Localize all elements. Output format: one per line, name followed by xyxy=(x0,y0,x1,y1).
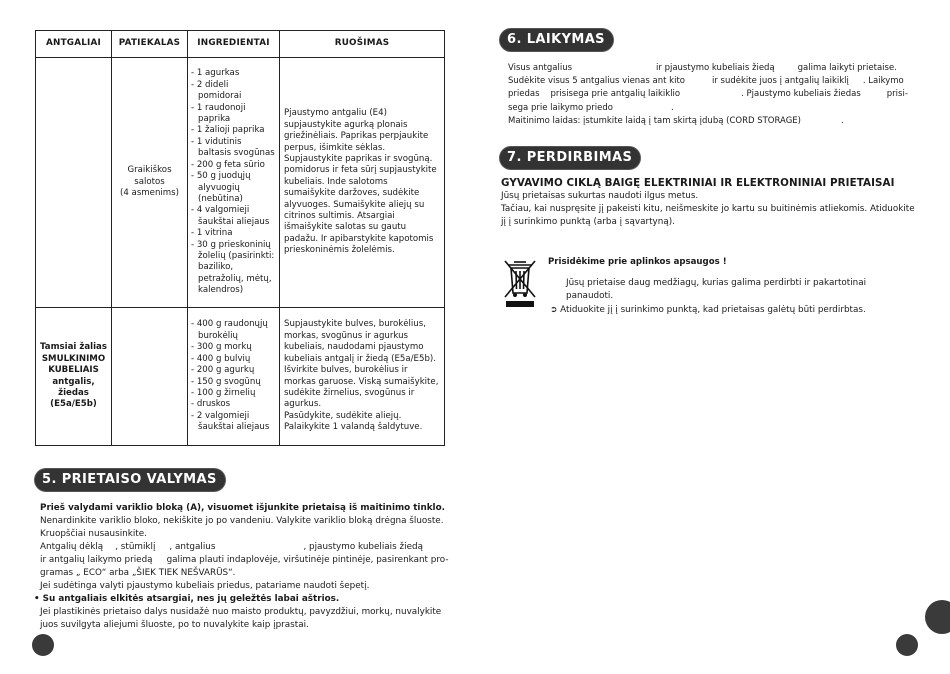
text-span: , antgalius xyxy=(169,542,216,552)
ingredient-line: - 30 g prieskoninių xyxy=(191,239,271,250)
text-span: prisisega prie antgalių laikiklio xyxy=(550,89,681,100)
ingredient-line: - 200 g feta sūrio xyxy=(191,159,265,170)
preparation-line: Supjaustykite bulves, burokėlius, xyxy=(284,319,426,330)
dish-line: (4 asmenims) xyxy=(120,188,179,199)
section-5-text: Nenardinkite variklio bloko, nekiškite jo po vandeniu. Valykite variklio bloką drėgna šluoste. xyxy=(40,516,444,526)
preparation-line: perpus, išimkite sėklas. xyxy=(284,142,386,153)
header-antgaliai: ANTGALIAI xyxy=(36,31,112,58)
preparation-cell xyxy=(280,308,445,446)
section-5-title: 5. PRIETAISO VALYMAS xyxy=(35,469,225,491)
preparation-line: morkas garuose. Viską sumaišykite, xyxy=(284,376,439,387)
ingredient-line: - 100 g žirnelių xyxy=(191,387,256,398)
section-5-text: juos suvilgyta aliejumi šluoste, po to nuvalykite kaip įprastai. xyxy=(40,620,309,630)
section-5-warning: • Su antgaliais elkitės atsargiai, nes jų geležtės labai aštrios. xyxy=(34,594,340,604)
ingredient-line: - druskos xyxy=(191,399,231,410)
ingredient-line: - 2 dideli xyxy=(191,79,229,90)
preparation-line: kubeliais, naudodami pjaustymo xyxy=(284,342,424,353)
ingredient-line: - 200 g agurkų xyxy=(191,365,255,376)
header-patiekalas: PATIEKALAS xyxy=(112,31,188,58)
preparation-line: agurkus. xyxy=(284,399,322,410)
ingredient-line: šaukštai aliejaus xyxy=(198,216,270,227)
environment-action-line xyxy=(550,304,930,317)
ingredient-line: - 1 agurkas xyxy=(191,68,240,79)
attachment-line: žiedas xyxy=(58,387,89,398)
section-5-text: Jei sudėtinga valyti pjaustymo kubeliais priedus, patariame naudoti šepetį. xyxy=(40,581,370,591)
text-span: , stūmiklį xyxy=(115,542,156,552)
text-span: . xyxy=(841,115,844,126)
text-span: Sudėkite visus 5 antgalius vienas ant kito xyxy=(508,76,685,87)
section-5-text xyxy=(40,541,450,554)
preparation-line: sudėkite žirnelius, svogūnus ir xyxy=(284,387,415,398)
text-span: Maitinimo laidas: įstumkite laidą į tam skirtą įdubą (CORD STORAGE) xyxy=(508,115,801,126)
preparation-line: Supjaustykite paprikas ir svogūną. xyxy=(284,153,433,164)
preparation-line: prieskoninėmis žolelėmis. xyxy=(284,245,395,256)
attachment-line: Tamsiai žalias xyxy=(40,342,107,353)
environment-title: Prisidėkime prie aplinkos apsaugos ! xyxy=(548,257,727,267)
environment-text-block xyxy=(566,277,926,303)
text-span: . Pjaustymo kubeliais žiedas xyxy=(741,89,861,100)
text-span: . Laikymo xyxy=(862,76,904,87)
ingredient-line: alyvuogių xyxy=(198,182,240,193)
section-5-text xyxy=(40,554,450,567)
table-row xyxy=(36,308,445,446)
text-span: ir sudėkite juos į antgalių laikiklį xyxy=(711,76,849,87)
dish-cell xyxy=(112,58,188,308)
section-6-text xyxy=(508,62,916,75)
preparation-cell xyxy=(280,58,445,308)
ingredient-line: burokėlių xyxy=(198,330,238,341)
preparation-line: supjaustykite agurką plonais xyxy=(284,119,408,130)
preparation-line: Išvirkite bulves, burokėlius ir xyxy=(284,365,408,376)
section-5-body xyxy=(34,502,450,632)
ingredient-line: (nebūtina) xyxy=(198,193,243,204)
arrow-icon: ➲ xyxy=(550,305,558,315)
dish-cell xyxy=(112,308,188,446)
ingredient-line: - 300 g morkų xyxy=(191,342,252,353)
ingredient-line: - 400 g bulvių xyxy=(191,353,251,364)
text-span: ir pjaustymo kubeliais žiedą xyxy=(656,63,775,73)
header-ingredientai: INGREDIENTAI xyxy=(188,31,280,58)
attachment-cell xyxy=(36,308,112,446)
preparation-line: griežinėliais. Paprikas perpjaukite xyxy=(284,131,429,142)
text-span: prisi- xyxy=(886,89,908,100)
ingredient-line: baltasis svogūnas xyxy=(198,148,275,159)
crossed-bin-icon xyxy=(503,259,537,309)
preparation-line: morkas, svogūnus ir agurkus xyxy=(284,330,409,341)
preparation-line: Palaikykite 1 valandą šaldytuve. xyxy=(284,422,423,433)
preparation-line: padažu. Ir apibarstykite kapotomis xyxy=(284,233,434,244)
preparation-line: kubeliais antgalį ir žiedą (E5a/E5b). xyxy=(284,353,436,364)
section-5-text: Jei plastikinės prietaiso dalys nusidažė nuo maisto produktų, pavyzdžiui, morkų, nuvalykite xyxy=(40,607,442,617)
ingredient-line: kalendros) xyxy=(198,285,244,296)
environment-block xyxy=(548,256,928,269)
text-span: . xyxy=(671,102,674,113)
page-number-circle xyxy=(896,634,918,656)
ingredient-line: - 1 vitrina xyxy=(191,228,233,239)
ingredient-line: - 1 žalioji paprika xyxy=(191,125,265,136)
section-6-text xyxy=(508,75,916,88)
preparation-line: sumaišykite daržoves, sudėkite xyxy=(284,188,420,199)
ingredient-line: - 400 g raudonųjų xyxy=(191,319,268,330)
ingredient-line: - 1 raudonoji xyxy=(191,102,246,113)
environment-action xyxy=(550,304,930,317)
attachment-line: KUBELIAIS xyxy=(48,365,99,376)
table-row xyxy=(36,58,445,308)
dish-line: salotos xyxy=(134,176,165,187)
text-span: ir antgalių laikymo priedą xyxy=(40,555,153,565)
text-span: galima plauti indaplovėje, viršutinėje pintinėje, pasirenkant pro- xyxy=(166,555,449,565)
environment-action-text: Atiduokite jį į surinkimo punktą, kad prietaisas galėtų būti perdirbtas. xyxy=(560,305,866,315)
ingredient-line: petražolių, mėtų, xyxy=(198,273,272,284)
ingredient-line: baziliko, xyxy=(198,262,234,273)
text-span: , pjaustymo kubeliais žiedą xyxy=(303,542,423,552)
preparation-line: alyvuoges. Sumaišykite aliejų su xyxy=(284,199,425,210)
preparation-line: Pasūdykite, sudėkite aliejų. xyxy=(284,410,402,421)
tab-marker-circle xyxy=(925,600,950,634)
text-span: galima laikyti prietaise. xyxy=(797,63,897,73)
ingredient-line: paprika xyxy=(198,114,231,125)
attachment-line: antgalis, xyxy=(52,376,95,387)
ingredient-line: - 4 valgomieji xyxy=(191,205,250,216)
ingredients-cell xyxy=(188,308,280,446)
right-page xyxy=(475,0,950,674)
section-5-text: gramas „ ECO“ arba „ŠIEK TIEK NEŠVARŪS“. xyxy=(40,568,236,578)
text-span: sega prie laikymo priedo xyxy=(508,102,613,113)
environment-text: panaudoti. xyxy=(566,291,614,301)
section-6-title: 6. LAIKYMAS xyxy=(500,29,613,51)
section-5-intro: Prieš valydami variklio bloką (A), visuomet išjunkite prietaisą iš maitinimo tinklo. xyxy=(40,503,445,513)
section-7-title: 7. PERDIRBIMAS xyxy=(500,147,640,169)
section-7-text: jį į surinkimo punktą (arba į sąvartyną). xyxy=(501,217,675,227)
section-7-subtitle: GYVAVIMO CIKLĄ BAIGĘ ELEKTRINIAI IR ELEKTRONINIAI PRIETAISAI xyxy=(501,177,895,189)
section-7-text: Tačiau, kai nuspręsite jį pakeisti kitu, neišmeskite jo kartu su buitinėmis atliekomis. Atiduokite xyxy=(501,204,915,214)
preparation-line: kubeliais. Inde salotoms xyxy=(284,176,388,187)
section-6-text xyxy=(508,88,916,101)
attachment-line: (E5a/E5b) xyxy=(50,399,97,410)
text-span: Antgalių dėklą xyxy=(40,542,104,552)
section-6-text xyxy=(508,102,916,115)
preparation-line: pomidorus ir feta sūrį supjaustykite xyxy=(284,165,437,176)
ingredient-line: - 2 valgomieji xyxy=(191,410,250,421)
ingredient-line: šaukštai aliejaus xyxy=(198,422,270,433)
preparation-line: citrinos sultimis. Atsargiai xyxy=(284,211,395,222)
recipe-table xyxy=(35,30,445,446)
ingredient-line: žolelių (pasirinkti: xyxy=(198,250,275,261)
section-6-text xyxy=(508,115,916,128)
ingredient-line: - 50 g juodųjų xyxy=(191,171,251,182)
ingredient-line: - 150 g svogūnų xyxy=(191,376,261,387)
dish-line: Graikiškos xyxy=(127,165,172,176)
ingredient-line: pomidorai xyxy=(198,91,242,102)
page-number-circle xyxy=(32,634,54,656)
table-header-row xyxy=(36,31,445,58)
text-span: Visus antgalius xyxy=(508,63,573,73)
header-ruosimas: RUOŠIMAS xyxy=(280,31,445,58)
preparation-line: Pjaustymo antgaliu (E4) xyxy=(284,108,387,119)
ingredients-cell xyxy=(188,58,280,308)
preparation-line: išmaišykite salotas su gautu xyxy=(284,222,407,233)
section-7-body xyxy=(501,176,921,229)
ingredient-line: - 1 vidutinis xyxy=(191,136,242,147)
attachment-cell xyxy=(36,58,112,308)
section-7-text: Jūsų prietaisas sukurtas naudoti ilgus metus. xyxy=(501,191,699,201)
text-span: priedas xyxy=(508,89,540,100)
attachment-line: SMULKINIMO xyxy=(41,353,106,364)
section-5-text: Kruopščiai nusausinkite. xyxy=(40,529,147,539)
section-6-body xyxy=(508,62,916,128)
environment-text: Jūsų prietaise daug medžiagų, kurias galima perdirbti ir pakartotinai xyxy=(566,278,867,288)
